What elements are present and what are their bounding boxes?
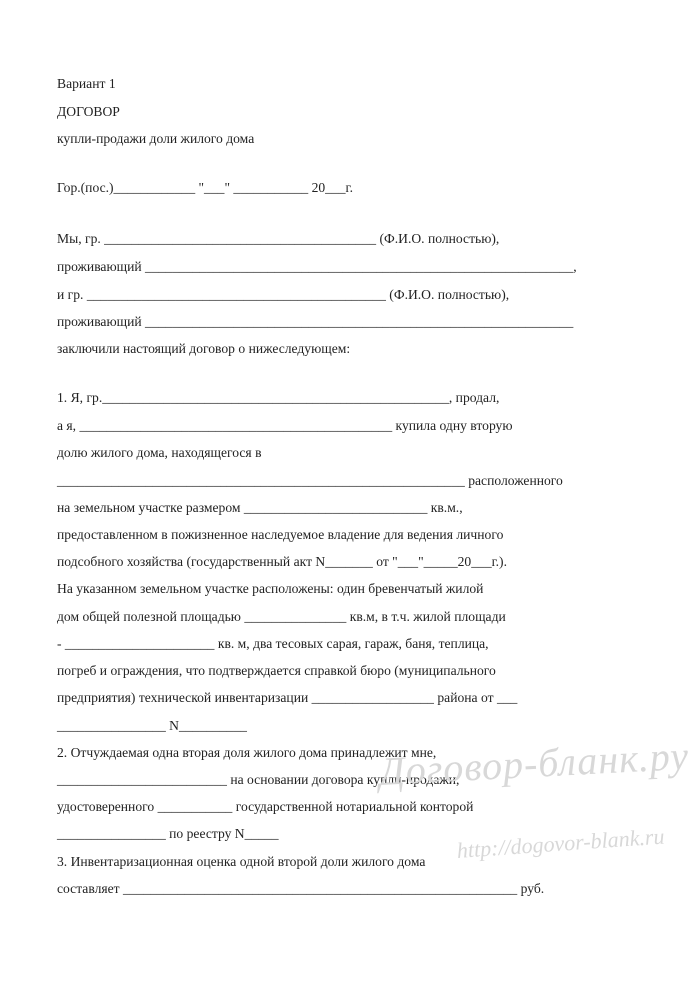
clause-1-line-5: на земельном участке размером ___________________________ кв.м.,: [57, 500, 463, 515]
clause-1-line-8: На указанном земельном участке расположены: один бревенчатый жилой: [57, 581, 484, 596]
clause-1-line-10: - ______________________ кв. м, два тесовых сарая, гараж, баня, теплица,: [57, 636, 489, 651]
clause-1-line-13: ________________ N__________: [57, 718, 247, 733]
clause-1-line-3: долю жилого дома, находящегося в: [57, 445, 262, 460]
clause-2-line-1: 2. Отчуждаемая одна вторая доля жилого дома принадлежит мне,: [57, 745, 437, 760]
line-parties-2: и гр. ____________________________________________ (Ф.И.О. полностью),: [57, 287, 510, 302]
line-residence-1: проживающий _______________________________________________________________,: [57, 259, 577, 274]
variant-label: Вариант 1: [57, 76, 116, 91]
watermark-brand: Договор-бланк.ру: [378, 732, 691, 794]
clause-1-line-11: погреб и ограждения, что подтверждается справкой бюро (муниципального: [57, 663, 496, 678]
clause-2-line-2: _________________________ на основании договора купли-продажи,: [57, 772, 460, 787]
clause-1-line-2: а я, ______________________________________________ купила одну вторую: [57, 418, 513, 433]
clause-1-line-6: предоставленном в пожизненное наследуемое владение для ведения личного: [57, 527, 504, 542]
line-residence-2: проживающий _______________________________________________________________: [57, 314, 574, 329]
line-city-date: Гор.(пос.)____________ "___" ___________ 20___г.: [57, 180, 353, 195]
clause-1-line-1: 1. Я, гр.___________________________________________________, продал,: [57, 390, 500, 405]
clause-3-line-1: 3. Инвентаризационная оценка одной второй доли жилого дома: [57, 854, 426, 869]
clause-1-line-4: ____________________________________________________________ расположенного: [57, 473, 563, 488]
clause-2-line-4: ________________ по реестру N_____: [57, 826, 279, 841]
clause-1-line-9: дом общей полезной площадью _______________ кв.м, в т.ч. жилой площади: [57, 609, 506, 624]
watermark-url: http://dogovor-blank.ru: [456, 823, 666, 863]
clause-3-line-2: составляет __________________________________________________________ руб.: [57, 881, 545, 896]
line-parties-1: Мы, гр. ________________________________________ (Ф.И.О. полностью),: [57, 231, 500, 246]
clause-1-line-12: предприятия) технической инвентаризации __________________ района от ___: [57, 690, 518, 705]
document-title: ДОГОВОР: [57, 104, 120, 119]
clause-2-line-3: удостоверенного ___________ государственной нотариальной конторой: [57, 799, 474, 814]
clause-1-line-7: подсобного хозяйства (государственный акт N_______ от "___"_____20___г.).: [57, 554, 507, 569]
line-agreement-intro: заключили настоящий договор о нижеследующем:: [57, 341, 351, 356]
document-subtitle: купли-продажи доли жилого дома: [57, 131, 255, 146]
